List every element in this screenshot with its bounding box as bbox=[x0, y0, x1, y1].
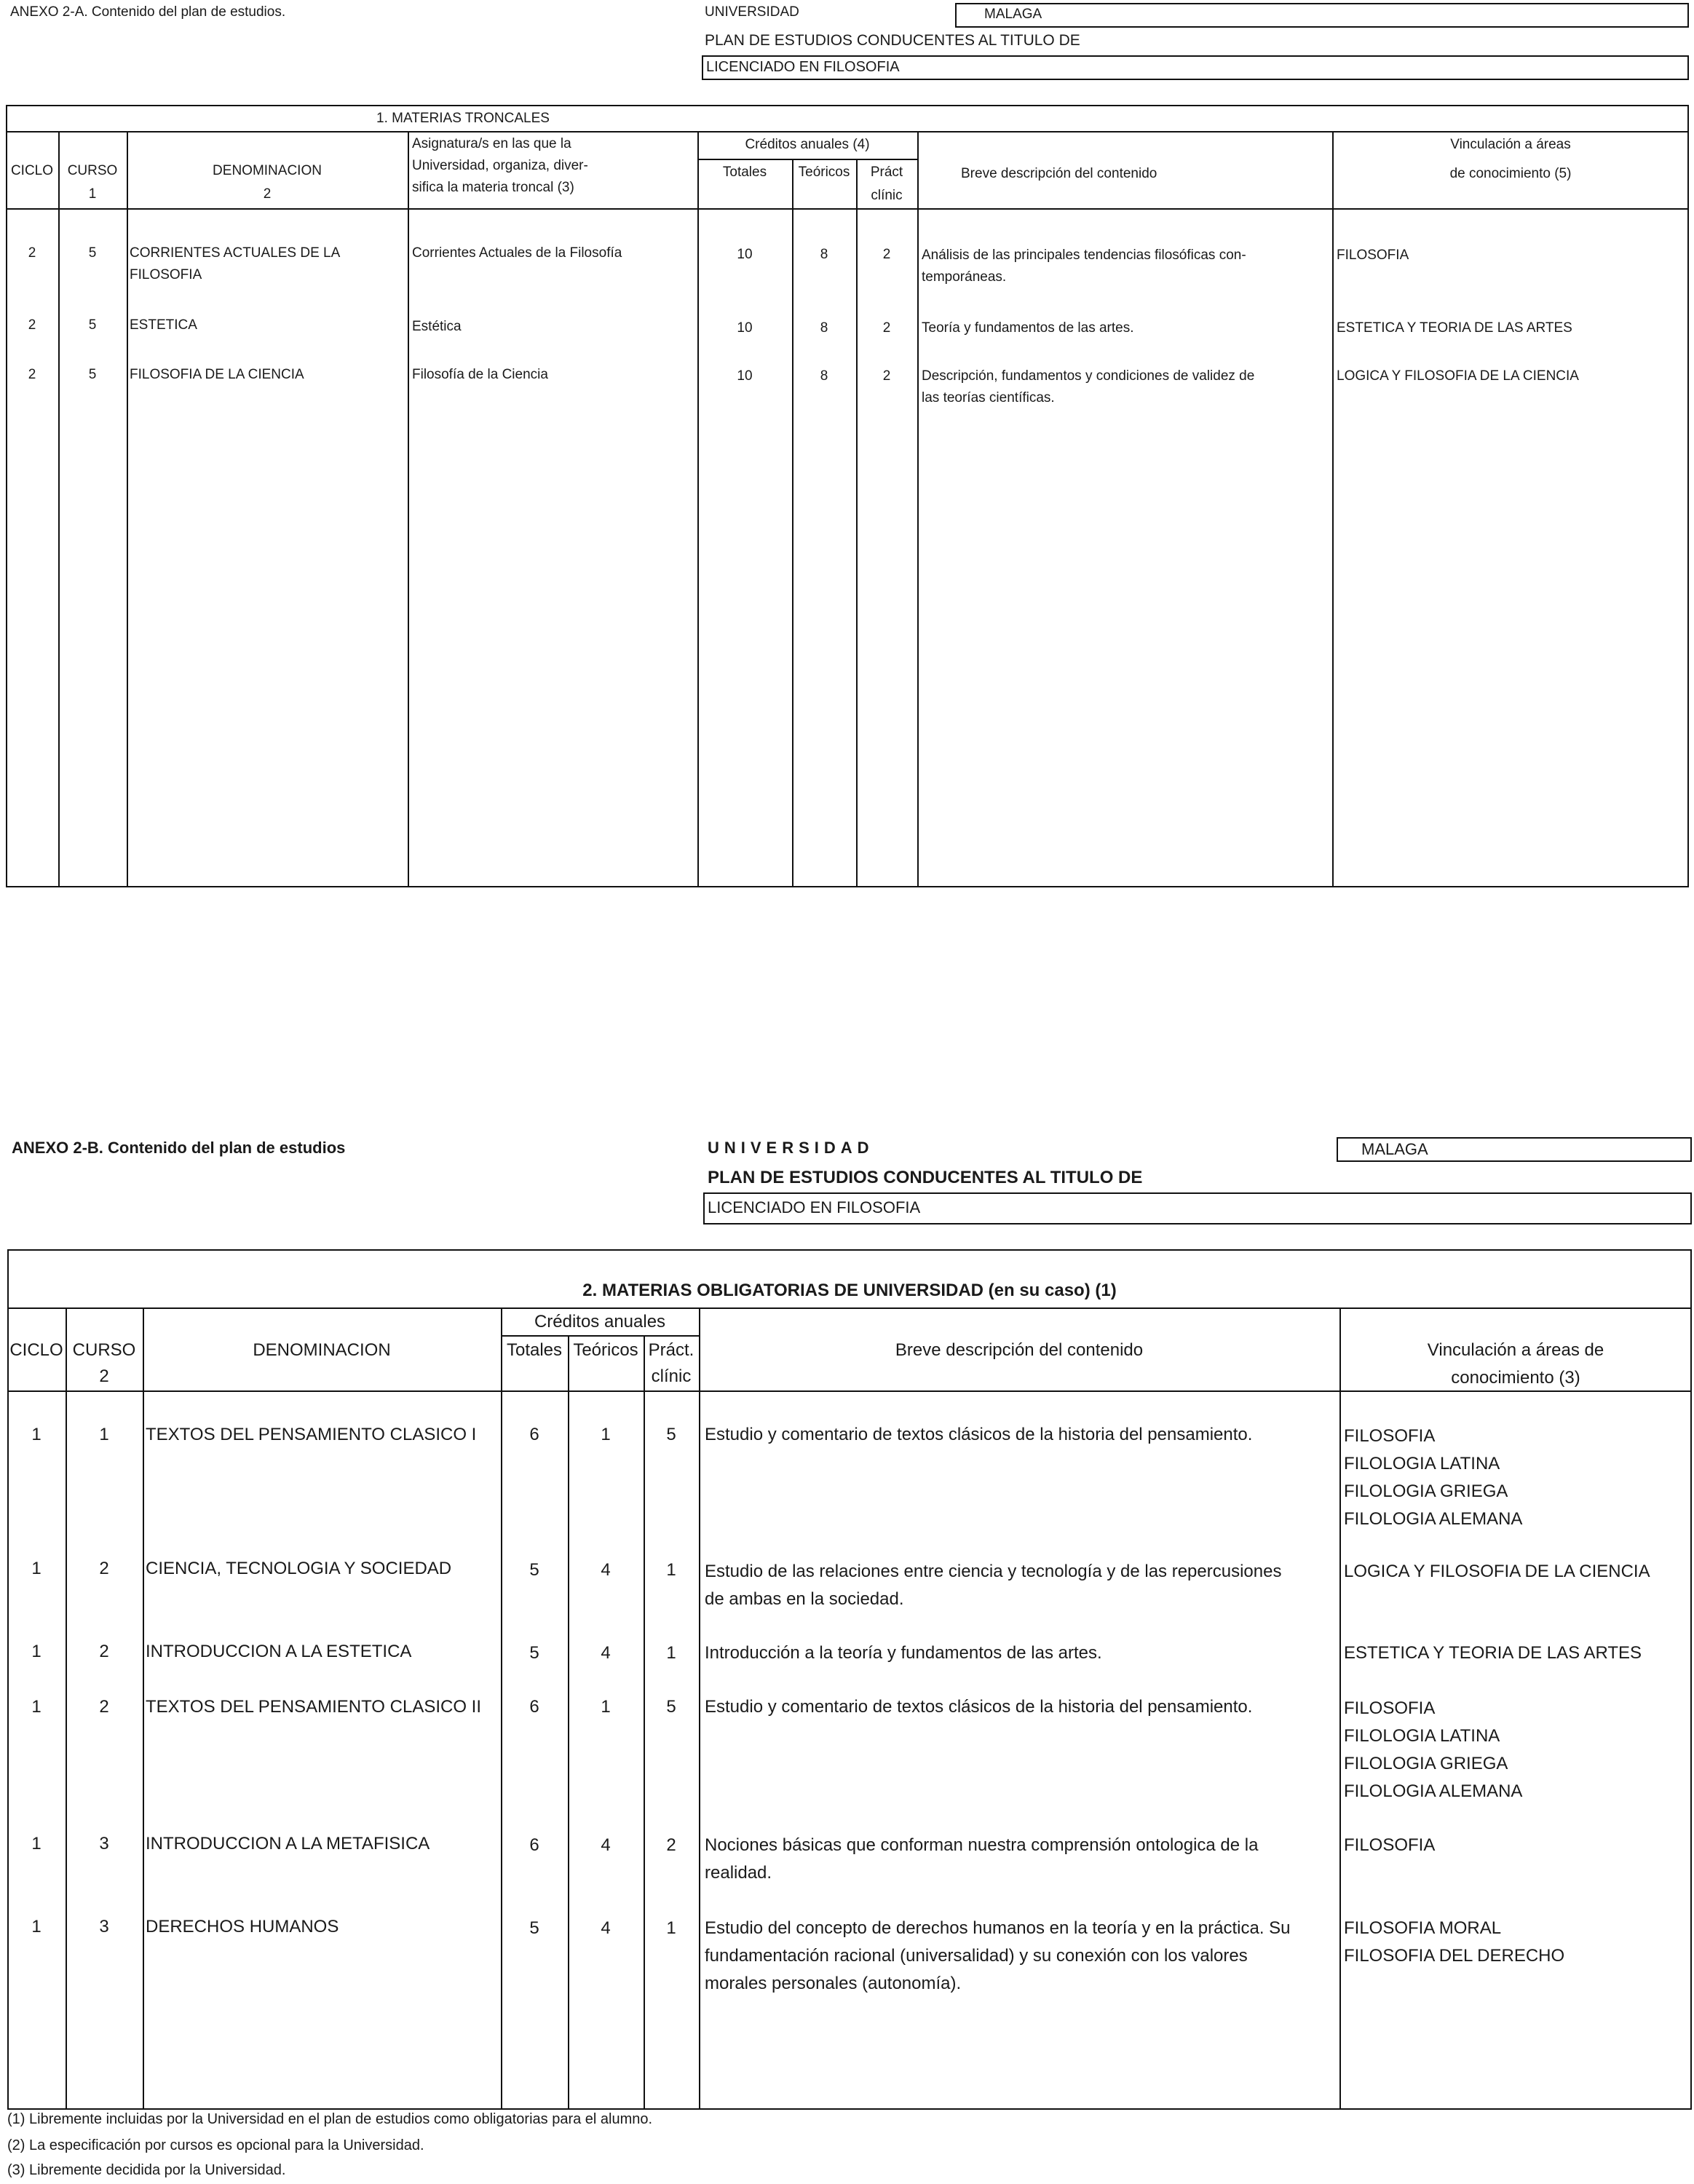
row-curso: 5 bbox=[88, 367, 97, 382]
row-ciclo: 2 bbox=[28, 317, 36, 333]
header-curso: CURSO bbox=[72, 1340, 136, 1360]
header-vinculacion-2: de conocimiento (5) bbox=[1449, 166, 1572, 181]
row-denominacion: INTRODUCCION A LA METAFISICA bbox=[146, 1834, 430, 1853]
row-teoricos: 8 bbox=[820, 247, 828, 262]
header-teoricos: Teóricos bbox=[798, 165, 850, 180]
header-vinculacion: Vinculación a áreas bbox=[1450, 137, 1571, 152]
university-value-box bbox=[1337, 1137, 1692, 1162]
row-totales: 10 bbox=[737, 368, 753, 384]
header-pract: Práct bbox=[870, 165, 903, 180]
degree-value: LICENCIADO EN FILOSOFIA bbox=[708, 1198, 921, 1216]
row-denominacion: DERECHOS HUMANOS bbox=[146, 1917, 339, 1936]
header-vinculacion: Vinculación a áreas de bbox=[1427, 1340, 1604, 1360]
header-clinic: clínic bbox=[651, 1366, 692, 1386]
row-totales: 10 bbox=[737, 247, 753, 262]
header-denominacion: DENOMINACION bbox=[213, 163, 322, 178]
row-ciclo: 1 bbox=[31, 1642, 41, 1661]
header-creditos: Créditos anuales bbox=[534, 1312, 666, 1332]
row-teoricos: 1 bbox=[601, 1697, 611, 1717]
row-teoricos: 1 bbox=[601, 1425, 611, 1444]
header-clinic: clínic bbox=[871, 188, 903, 203]
row-vinculacion: ESTETICA Y TEORIA DE LAS ARTES bbox=[1337, 320, 1572, 336]
obligatorias-title: 2. MATERIAS OBLIGATORIAS DE UNIVERSIDAD (en su caso) (1) bbox=[582, 1281, 1117, 1300]
row-teoricos: 4 bbox=[601, 1918, 611, 1938]
row-totales: 5 bbox=[529, 1643, 539, 1663]
row-totales: 5 bbox=[529, 1918, 539, 1938]
troncales-table bbox=[6, 105, 1689, 887]
degree-value-box bbox=[702, 55, 1689, 80]
row-curso: 2 bbox=[99, 1642, 109, 1661]
header-asignatura: Asignatura/s en las que la Universidad, organiza, diver- sifica la materia troncal (3) bbox=[412, 136, 588, 195]
header-ciclo: CICLO bbox=[10, 163, 54, 178]
row-vinculacion: ESTETICA Y TEORIA DE LAS ARTES bbox=[1344, 1643, 1642, 1663]
row-descripcion: Teoría y fundamentos de las artes. bbox=[922, 320, 1134, 336]
row-totales: 6 bbox=[529, 1425, 539, 1444]
row-descripcion: Estudio y comentario de textos clásicos de la historia del pensamiento. bbox=[705, 1425, 1253, 1444]
row-descripcion: Introducción a la teoría y fundamentos de las artes. bbox=[705, 1643, 1102, 1663]
row-curso: 5 bbox=[88, 317, 97, 333]
row-vinculacion: LOGICA Y FILOSOFIA DE LA CIENCIA bbox=[1337, 368, 1579, 384]
row-pract: 5 bbox=[666, 1425, 676, 1444]
row-denominacion: CIENCIA, TECNOLOGIA Y SOCIEDAD bbox=[146, 1559, 452, 1578]
row-denominacion: FILOSOFIA DE LA CIENCIA bbox=[130, 367, 304, 382]
header-curso-num: 1 bbox=[88, 186, 97, 202]
row-ciclo: 1 bbox=[31, 1917, 41, 1936]
row-asignatura: Corrientes Actuales de la Filosofía bbox=[412, 245, 622, 261]
plan-label: PLAN DE ESTUDIOS CONDUCENTES AL TITULO DE bbox=[705, 32, 1080, 49]
row-asignatura: Filosofía de la Ciencia bbox=[412, 367, 548, 382]
row-ciclo: 1 bbox=[31, 1697, 41, 1717]
row-teoricos: 4 bbox=[601, 1560, 611, 1580]
university-value: MALAGA bbox=[984, 7, 1042, 22]
row-pract: 1 bbox=[666, 1643, 676, 1663]
row-totales: 6 bbox=[529, 1835, 539, 1855]
row-vinculacion: FILOSOFIA FILOLOGIA LATINA FILOLOGIA GRIEGA FILOLOGIA ALEMANA bbox=[1344, 1426, 1523, 1529]
row-denominacion: TEXTOS DEL PENSAMIENTO CLASICO I bbox=[146, 1425, 477, 1444]
row-ciclo: 1 bbox=[31, 1834, 41, 1853]
university-label: UNIVERSIDAD bbox=[708, 1139, 874, 1157]
header-curso: CURSO bbox=[67, 163, 118, 178]
row-denominacion: INTRODUCCION A LA ESTETICA bbox=[146, 1642, 412, 1661]
row-curso: 5 bbox=[88, 245, 97, 261]
row-denominacion: TEXTOS DEL PENSAMIENTO CLASICO II bbox=[146, 1697, 482, 1717]
row-ciclo: 2 bbox=[28, 245, 36, 261]
row-vinculacion: FILOSOFIA MORAL FILOSOFIA DEL DERECHO bbox=[1344, 1918, 1565, 1966]
row-curso: 3 bbox=[99, 1834, 109, 1853]
degree-value: LICENCIADO EN FILOSOFIA bbox=[706, 59, 900, 75]
row-teoricos: 4 bbox=[601, 1643, 611, 1663]
row-pract: 2 bbox=[882, 247, 891, 262]
header-denominacion-num: 2 bbox=[263, 186, 272, 202]
row-denominacion: ESTETICA bbox=[130, 317, 197, 333]
annex-2a-title: ANEXO 2-A. Contenido del plan de estudios. bbox=[10, 4, 286, 20]
row-totales: 5 bbox=[529, 1560, 539, 1580]
row-pract: 1 bbox=[666, 1560, 676, 1580]
university-value-box bbox=[955, 3, 1689, 28]
row-descripcion: Nociones básicas que conforman nuestra comprensión ontologica de la realidad. bbox=[705, 1835, 1259, 1883]
header-totales: Totales bbox=[722, 165, 767, 180]
header-totales: Totales bbox=[506, 1340, 563, 1360]
header-denominacion: DENOMINACION bbox=[253, 1340, 391, 1360]
degree-value-box bbox=[703, 1192, 1692, 1224]
row-totales: 6 bbox=[529, 1697, 539, 1717]
footnote-2: (2) La especificación por cursos es opcional para la Universidad. bbox=[7, 2137, 424, 2153]
row-teoricos: 8 bbox=[820, 368, 828, 384]
row-pract: 1 bbox=[666, 1918, 676, 1938]
row-pract: 2 bbox=[666, 1835, 676, 1855]
footnote-1: (1) Libremente incluidas por la Universidad en el plan de estudios como obligatorias para el alumno. bbox=[7, 2111, 653, 2127]
header-vinculacion-2: conocimiento (3) bbox=[1451, 1368, 1580, 1388]
header-descripcion: Breve descripción del contenido bbox=[895, 1340, 1144, 1360]
row-pract: 5 bbox=[666, 1697, 676, 1717]
row-descripcion: Descripción, fundamentos y condiciones de validez de las teorías científicas. bbox=[922, 368, 1255, 405]
header-creditos: Créditos anuales (4) bbox=[745, 137, 870, 152]
university-value: MALAGA bbox=[1361, 1140, 1428, 1158]
row-vinculacion: FILOSOFIA bbox=[1337, 248, 1409, 263]
row-pract: 2 bbox=[882, 320, 891, 336]
row-descripcion: Estudio del concepto de derechos humanos en la teoría y en la práctica. Su fundamentación racional (universalidad) y su conexión con los valores morales personales (autonomía). bbox=[705, 1918, 1291, 1993]
row-descripcion: Análisis de las principales tendencias filosóficas con- temporáneas. bbox=[922, 248, 1246, 285]
row-totales: 10 bbox=[737, 320, 753, 336]
row-ciclo: 1 bbox=[31, 1559, 41, 1578]
row-vinculacion: FILOSOFIA bbox=[1344, 1835, 1436, 1855]
row-curso: 1 bbox=[99, 1425, 109, 1444]
row-teoricos: 4 bbox=[601, 1835, 611, 1855]
troncales-title: 1. MATERIAS TRONCALES bbox=[376, 111, 550, 126]
row-teoricos: 8 bbox=[820, 320, 828, 336]
row-descripcion: Estudio y comentario de textos clásicos de la historia del pensamiento. bbox=[705, 1697, 1253, 1717]
university-label: UNIVERSIDAD bbox=[705, 4, 799, 20]
row-ciclo: 2 bbox=[28, 367, 36, 382]
row-vinculacion: LOGICA Y FILOSOFIA DE LA CIENCIA bbox=[1344, 1562, 1650, 1581]
row-vinculacion: FILOSOFIA FILOLOGIA LATINA FILOLOGIA GRIEGA FILOLOGIA ALEMANA bbox=[1344, 1698, 1523, 1801]
header-pract: Práct. bbox=[648, 1340, 694, 1360]
header-descripcion: Breve descripción del contenido bbox=[961, 166, 1157, 181]
header-curso-num: 2 bbox=[99, 1366, 109, 1386]
annex-2b-title: ANEXO 2-B. Contenido del plan de estudios bbox=[12, 1139, 346, 1157]
row-asignatura: Estética bbox=[412, 319, 462, 334]
header-ciclo: CICLO bbox=[9, 1340, 63, 1360]
row-curso: 2 bbox=[99, 1697, 109, 1717]
row-denominacion: CORRIENTES ACTUALES DE LA FILOSOFIA bbox=[130, 245, 341, 282]
row-ciclo: 1 bbox=[31, 1425, 41, 1444]
row-descripcion: Estudio de las relaciones entre ciencia y tecnología y de las repercusiones de ambas en la sociedad. bbox=[705, 1562, 1282, 1609]
row-pract: 2 bbox=[882, 368, 891, 384]
plan-label: PLAN DE ESTUDIOS CONDUCENTES AL TITULO DE bbox=[708, 1168, 1143, 1187]
row-curso: 3 bbox=[99, 1917, 109, 1936]
header-teoricos: Teóricos bbox=[573, 1340, 638, 1360]
footnote-3: (3) Libremente decidida por la Universidad. bbox=[7, 2162, 286, 2178]
row-curso: 2 bbox=[99, 1559, 109, 1578]
